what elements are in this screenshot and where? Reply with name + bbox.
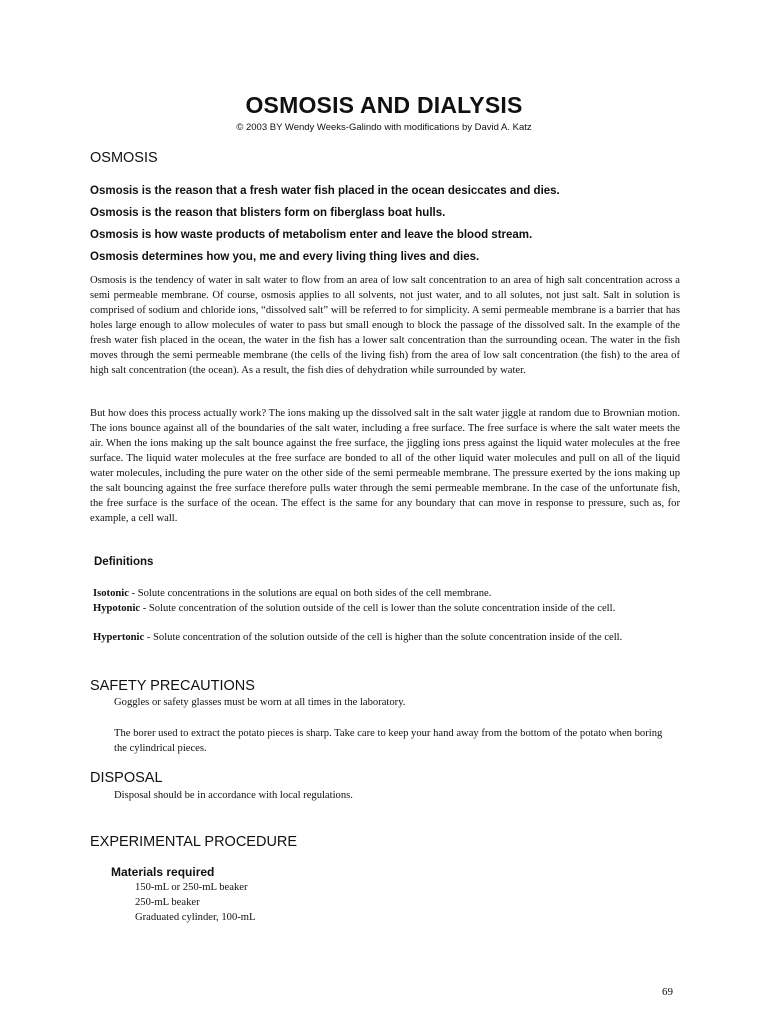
definition-hypertonic — [93, 630, 681, 645]
lead-sentence: Osmosis is how waste products of metabolism enter and leave the blood stream. — [90, 229, 533, 241]
definitions-heading: Definitions — [94, 556, 154, 568]
section-heading-osmosis: OSMOSIS — [90, 150, 158, 166]
definition-term: Hypotonic — [93, 603, 141, 614]
page-number: 69 — [662, 986, 673, 998]
osmosis-paragraph-2: But how does this process actually work? The ions making up the dissolved salt in the salt water jiggle at random due to Brownian motion. The ions bounce against all of the boundaries of the salt water, including a free surface. The free surface is where the salt water meets the air. When the ions making up the salt bounce against the free surface, the jiggling ions press against the liquid water molecules at the free surface. The liquid water molecules at the free surface are bonded to all of the other liquid water molecules and pull on all of the liquid water molecules, including the pure water on the other side of the semi permeable membrane. The pressure exerted by the ions making up the salt bouncing against the free surface therefore pulls water through the semi permeable membrane. In the case of the unfortunate fish, the free surface is the surface of the ocean. The effect is the same for any boundary that can move in response to pressure, such as, for example, a cell wall. — [90, 408, 680, 524]
materials-heading: Materials required — [111, 865, 215, 879]
definition-term: Hypertonic — [93, 632, 145, 643]
safety-goggles-text: Goggles or safety glasses must be worn at all times in the laboratory. — [114, 697, 406, 708]
section-heading-safety: SAFETY PRECAUTIONS — [90, 678, 255, 694]
lead-sentence: Osmosis is the reason that a fresh water fish placed in the ocean desiccates and dies. — [90, 185, 560, 197]
section-heading-disposal: DISPOSAL — [90, 770, 163, 786]
disposal-text: Disposal should be in accordance with local regulations. — [114, 790, 353, 801]
definition-text: - Solute concentrations in the solutions are equal on both sides of the cell membrane. — [128, 588, 492, 599]
lead-sentence: Osmosis is the reason that blisters form on fiberglass boat hulls. — [90, 207, 446, 219]
osmosis-paragraph-1: Osmosis is the tendency of water in salt water to flow from an area of low salt concentration to an area of high salt concentration across a semi permeable membrane. Of course, osmosis applies to all solvents, not just water, and to all solutes, not just salt. Salt in solution is comprised of sodium and chloride ions, “dissolved salt” will be referred to for simplicity. A semi permeable membrane is a barrier that has holes large enough to allow molecules of water to pass but small enough to block the passage of the dissolved salt. In the example of the fresh water fish placed in the ocean, the water in the fish has a lower salt concentration than the surrounding ocean. The water in the fish moves through the semi permeable membrane (the cells of the living fish) from the area of low salt concentration (the fish) to the area of high salt concentration (the ocean). As a result, the fish dies of dehydration while surrounded by water. — [90, 275, 680, 376]
material-item: 150-mL or 250-mL beaker — [135, 882, 248, 893]
section-heading-procedure: EXPERIMENTAL PROCEDURE — [90, 834, 298, 850]
byline: © 2003 BY Wendy Weeks-Galindo with modifications by David A. Katz — [236, 122, 532, 133]
definition-isotonic — [93, 586, 681, 601]
definition-term: Isotonic — [93, 588, 129, 599]
material-item: Graduated cylinder, 100-mL — [135, 912, 256, 923]
lead-sentence: Osmosis determines how you, me and every living thing lives and dies. — [90, 251, 480, 263]
safety-borer-text: The borer used to extract the potato pieces is sharp. Take care to keep your hand away from the bottom of the potato when boring the cylindrical pieces. — [114, 728, 663, 754]
material-item: 250-mL beaker — [135, 897, 200, 908]
page-title: OSMOSIS AND DIALYSIS — [245, 92, 523, 118]
definition-text: - Solute concentration of the solution outside of the cell is lower than the solute concentration inside of the cell. — [140, 603, 616, 614]
definition-hypotonic — [93, 601, 681, 616]
definition-text: - Solute concentration of the solution outside of the cell is higher than the solute concentration inside of the cell. — [144, 632, 623, 643]
